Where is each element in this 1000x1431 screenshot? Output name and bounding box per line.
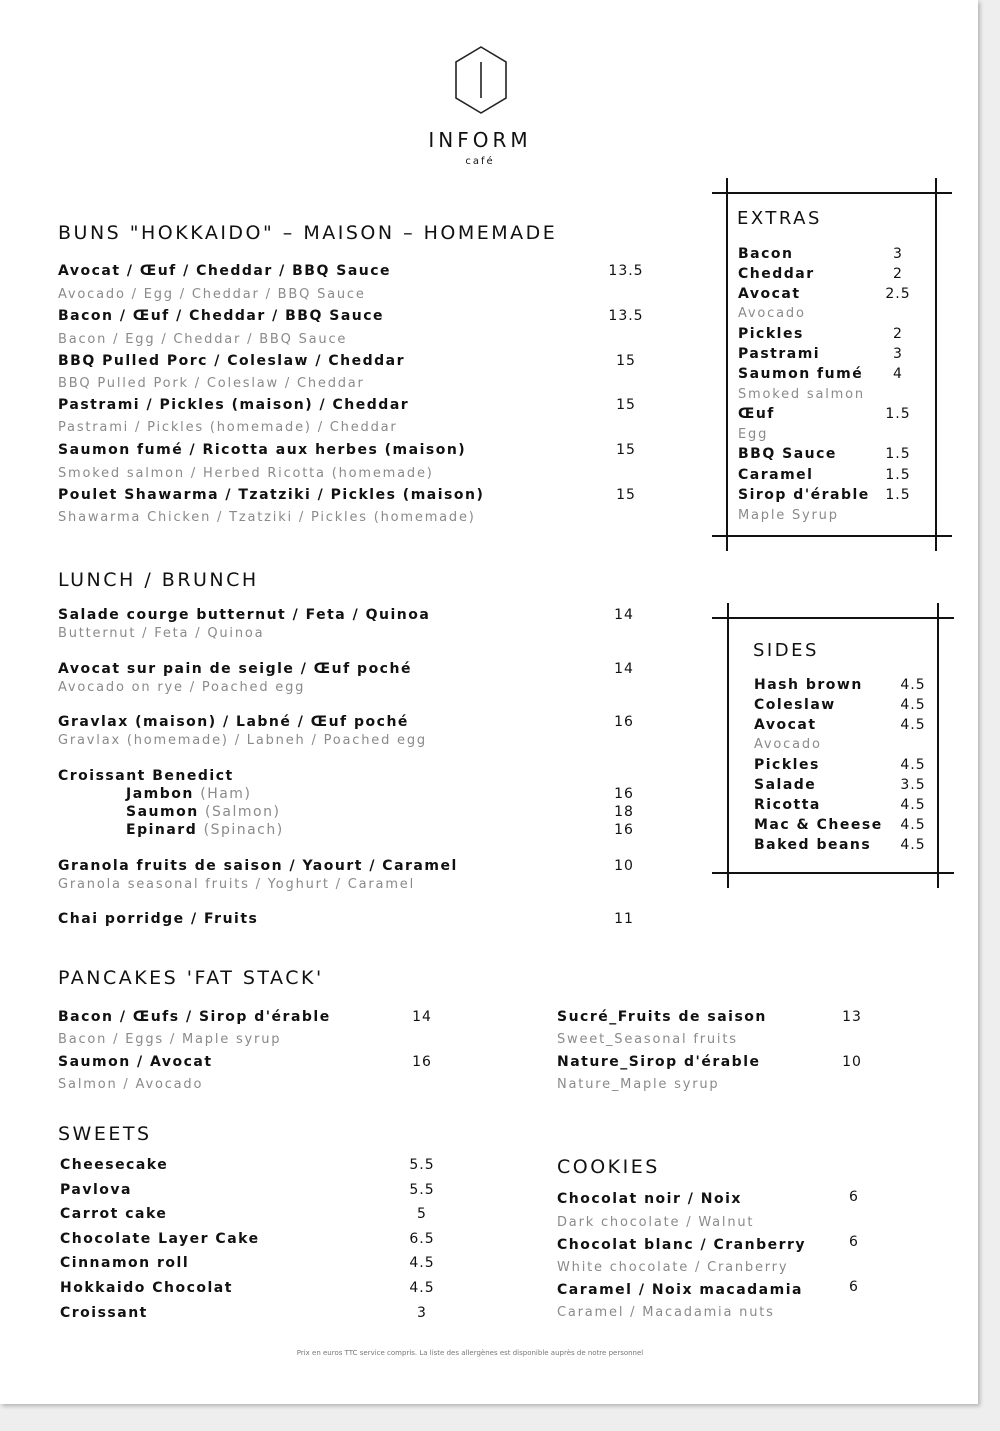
side-price-6: 4.5 bbox=[900, 797, 926, 813]
lunch-price-1: 14 bbox=[614, 607, 634, 623]
side-item-1: Hash brown bbox=[754, 677, 863, 693]
pancake-right-2: Nature_Sirop d'érable bbox=[557, 1054, 761, 1070]
pancakes-title: PANCAKES 'FAT STACK' bbox=[58, 967, 324, 989]
cookies-title: COOKIES bbox=[557, 1156, 660, 1178]
side-item-4: Pickles bbox=[754, 757, 820, 773]
extra-price-10: 1.5 bbox=[885, 487, 911, 503]
benedict-title: Croissant Benedict bbox=[58, 768, 234, 784]
extra-price-4: 2 bbox=[893, 326, 903, 342]
lunch-price-2: 14 bbox=[614, 661, 634, 677]
bun-price-4: 15 bbox=[616, 397, 636, 413]
extra-price-9: 1.5 bbox=[885, 467, 911, 483]
bun-translation-6: Shawarma Chicken / Tzatziki / Pickles (homemade) bbox=[58, 510, 476, 525]
bun-translation-2: Bacon / Egg / Cheddar / BBQ Sauce bbox=[58, 332, 348, 347]
extra-item-8: BBQ Sauce bbox=[738, 446, 837, 462]
bun-item-1: Avocat / Œuf / Cheddar / BBQ Sauce bbox=[58, 263, 392, 279]
lunch-translation-1: Butternut / Feta / Quinoa bbox=[58, 626, 265, 641]
extra-price-8: 1.5 bbox=[885, 446, 911, 462]
side-price-2: 4.5 bbox=[900, 697, 926, 713]
sides-title: SIDES bbox=[753, 640, 819, 661]
side-price-5: 3.5 bbox=[900, 777, 926, 793]
lunch-item-3: Gravlax (maison) / Labné / Œuf poché bbox=[58, 714, 409, 730]
lunch-price-3: 16 bbox=[614, 714, 634, 730]
benedict-price-1: 16 bbox=[614, 786, 634, 802]
extra-item-5: Pastrami bbox=[738, 346, 821, 362]
cookie-item-1: Chocolat noir / Noix bbox=[557, 1191, 742, 1207]
lunch-translation-2: Avocado on rye / Poached egg bbox=[58, 680, 306, 695]
bun-translation-4: Pastrami / Pickles (homemade) / Cheddar bbox=[58, 420, 398, 435]
extra-item-3: Avocat bbox=[738, 286, 801, 302]
pancake-right-1: Sucré_Fruits de saison bbox=[557, 1009, 767, 1025]
extra-price-1: 3 bbox=[893, 246, 903, 262]
cookie-translation-3: Caramel / Macadamia nuts bbox=[557, 1305, 775, 1320]
granola-price: 10 bbox=[614, 858, 634, 874]
extra-translation-3: Avocado bbox=[738, 306, 806, 321]
cookie-price-2: 6 bbox=[849, 1234, 859, 1250]
side-item-2: Coleslaw bbox=[754, 697, 836, 713]
bun-item-4: Pastrami / Pickles (maison) / Cheddar bbox=[58, 397, 410, 413]
extra-item-9: Caramel bbox=[738, 467, 814, 483]
extras-title: EXTRAS bbox=[737, 208, 822, 229]
sweet-price-7: 3 bbox=[417, 1305, 427, 1321]
side-item-5: Salade bbox=[754, 777, 817, 793]
extra-item-10: Sirop d'érable bbox=[738, 487, 870, 503]
pancake-right-translation-1: Sweet_Seasonal fruits bbox=[557, 1032, 738, 1047]
pancake-left-2: Saumon / Avocat bbox=[58, 1054, 213, 1070]
lunch-item-2: Avocat sur pain de seigle / Œuf poché bbox=[58, 661, 412, 677]
extra-item-1: Bacon bbox=[738, 246, 794, 262]
bun-item-3: BBQ Pulled Porc / Coleslaw / Cheddar bbox=[58, 353, 405, 369]
sweet-item-4: Chocolate Layer Cake bbox=[60, 1231, 260, 1247]
buns-title: BUNS "HOKKAIDO" – MAISON – HOMEMADE bbox=[58, 222, 558, 244]
granola-item: Granola fruits de saison / Yaourt / Caramel bbox=[58, 858, 458, 874]
sweet-item-2: Pavlova bbox=[60, 1182, 132, 1198]
cookie-price-3: 6 bbox=[849, 1279, 859, 1295]
pancake-left-translation-1: Bacon / Eggs / Maple syrup bbox=[58, 1032, 282, 1047]
extra-translation-7: Egg bbox=[738, 427, 769, 442]
cookie-translation-1: Dark chocolate / Walnut bbox=[557, 1215, 755, 1230]
side-price-3: 4.5 bbox=[900, 717, 926, 733]
brand-subtitle: café bbox=[465, 156, 495, 167]
sweet-price-2: 5.5 bbox=[409, 1182, 435, 1198]
bun-translation-3: BBQ Pulled Pork / Coleslaw / Cheddar bbox=[58, 376, 365, 391]
sweet-item-3: Carrot cake bbox=[60, 1206, 168, 1222]
lunch-item-1: Salade courge butternut / Feta / Quinoa bbox=[58, 607, 431, 623]
extra-item-6: Saumon fumé bbox=[738, 366, 864, 382]
side-item-6: Ricotta bbox=[754, 797, 821, 813]
granola-translation: Granola seasonal fruits / Yoghurt / Caramel bbox=[58, 877, 416, 892]
sweet-item-5: Cinnamon roll bbox=[60, 1255, 190, 1271]
sweet-item-6: Hokkaido Chocolat bbox=[60, 1280, 233, 1296]
benedict-option-3: Epinard (Spinach) bbox=[126, 822, 284, 838]
bun-translation-1: Avocado / Egg / Cheddar / BBQ Sauce bbox=[58, 287, 366, 302]
extra-price-3: 2.5 bbox=[885, 286, 911, 302]
chai-item: Chai porridge / Fruits bbox=[58, 911, 259, 927]
extra-item-7: Œuf bbox=[738, 406, 775, 422]
sweet-item-1: Cheesecake bbox=[60, 1157, 169, 1173]
footer-note: Prix en euros TTC service compris. La liste des allergènes est disponible auprès de notre personnel bbox=[296, 1349, 644, 1357]
sweet-price-3: 5 bbox=[417, 1206, 427, 1222]
cookie-item-2: Chocolat blanc / Cranberry bbox=[557, 1237, 807, 1253]
sweets-title: SWEETS bbox=[58, 1123, 152, 1145]
benedict-price-2: 18 bbox=[614, 804, 634, 820]
sweet-price-1: 5.5 bbox=[409, 1157, 435, 1173]
pancake-right-price-2: 10 bbox=[842, 1054, 862, 1070]
pancake-left-translation-2: Salmon / Avocado bbox=[58, 1077, 204, 1092]
bun-item-5: Saumon fumé / Ricotta aux herbes (maison) bbox=[58, 442, 467, 458]
hexagon-logo-icon bbox=[454, 45, 508, 115]
bun-price-6: 15 bbox=[616, 487, 636, 503]
extra-price-7: 1.5 bbox=[885, 406, 911, 422]
benedict-option-1: Jambon (Ham) bbox=[126, 786, 252, 802]
extra-item-2: Cheddar bbox=[738, 266, 815, 282]
extra-price-6: 4 bbox=[893, 366, 903, 382]
bun-price-3: 15 bbox=[616, 353, 636, 369]
side-item-8: Baked beans bbox=[754, 837, 872, 853]
bun-price-5: 15 bbox=[616, 442, 636, 458]
sweet-price-6: 4.5 bbox=[409, 1280, 435, 1296]
extra-price-5: 3 bbox=[893, 346, 903, 362]
cookie-item-3: Caramel / Noix macadamia bbox=[557, 1282, 803, 1298]
side-item-3: Avocat bbox=[754, 717, 817, 733]
lunch-title: LUNCH / BRUNCH bbox=[58, 569, 259, 591]
side-translation-3: Avocado bbox=[754, 737, 822, 752]
side-price-7: 4.5 bbox=[900, 817, 926, 833]
sweet-price-5: 4.5 bbox=[409, 1255, 435, 1271]
bun-price-2: 13.5 bbox=[608, 308, 644, 324]
brand-name: INFORM bbox=[428, 128, 532, 152]
bun-item-2: Bacon / Œuf / Cheddar / BBQ Sauce bbox=[58, 308, 385, 324]
extra-translation-10: Maple Syrup bbox=[738, 508, 839, 523]
pancake-left-price-2: 16 bbox=[412, 1054, 432, 1070]
sweet-price-4: 6.5 bbox=[409, 1231, 435, 1247]
pancake-right-translation-2: Nature_Maple syrup bbox=[557, 1077, 720, 1092]
bun-price-1: 13.5 bbox=[608, 263, 644, 279]
sweet-item-7: Croissant bbox=[60, 1305, 148, 1321]
cookie-translation-2: White chocolate / Cranberry bbox=[557, 1260, 789, 1275]
chai-price: 11 bbox=[614, 911, 634, 927]
side-item-7: Mac & Cheese bbox=[754, 817, 883, 833]
pancake-left-price-1: 14 bbox=[412, 1009, 432, 1025]
pancake-right-price-1: 13 bbox=[842, 1009, 862, 1025]
benedict-option-2: Saumon (Salmon) bbox=[126, 804, 281, 820]
cookie-price-1: 6 bbox=[849, 1189, 859, 1205]
bun-item-6: Poulet Shawarma / Tzatziki / Pickles (maison) bbox=[58, 487, 485, 503]
side-price-1: 4.5 bbox=[900, 677, 926, 693]
benedict-price-3: 16 bbox=[614, 822, 634, 838]
bun-translation-5: Smoked salmon / Herbed Ricotta (homemade) bbox=[58, 466, 434, 481]
extra-price-2: 2 bbox=[893, 266, 903, 282]
side-price-8: 4.5 bbox=[900, 837, 926, 853]
extra-translation-6: Smoked salmon bbox=[738, 387, 865, 402]
side-price-4: 4.5 bbox=[900, 757, 926, 773]
extra-item-4: Pickles bbox=[738, 326, 804, 342]
pancake-left-1: Bacon / Œufs / Sirop d'érable bbox=[58, 1009, 331, 1025]
lunch-translation-3: Gravlax (homemade) / Labneh / Poached egg bbox=[58, 733, 427, 748]
